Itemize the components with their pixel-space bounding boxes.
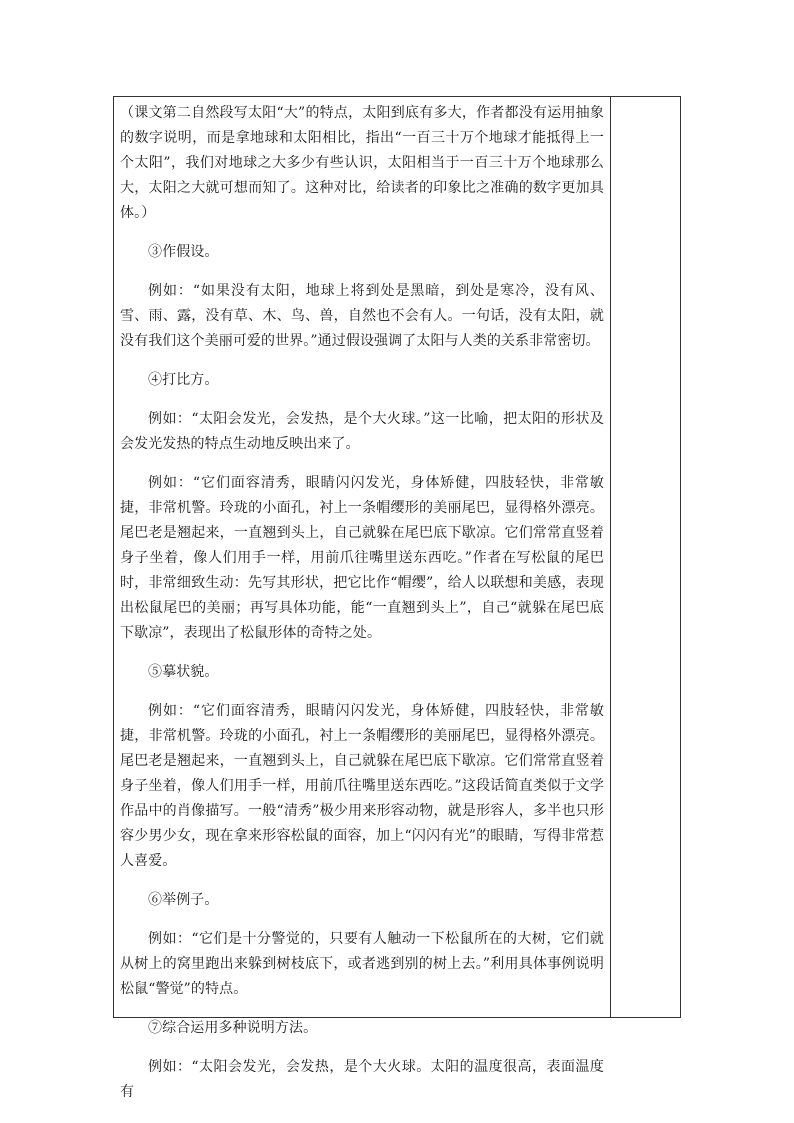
paragraph-assumption-example: 例如：“如果没有太阳，地球上将到处是黑暗，到处是寒冷，没有风、雪、雨、露，没有草、木、鸟、兽，自然也不会有人。一句话，没有太阳，就没有我们这个美丽可爱的世界。”通过假设强调了太阳与人类的关系非常密切。 [120,283,604,349]
document-table [113,96,681,1100]
section-heading-metaphor: ④打比方。 [148,372,219,388]
paragraph-combined-example: 例如：“太阳会发光，会发热，是个大火球。太阳的温度很高，表面温度有 [120,1059,604,1100]
paragraph-metaphor-example-1: 例如：“太阳会发光，会发热，是个大火球。”这一比喻，把太阳的形状及会发光发热的特点生动地反映出来了。 [120,411,604,452]
content-cell [114,97,611,1100]
notes-cell [611,97,680,1017]
section-heading-combined: ⑦综合运用多种说明方法。 [148,1020,318,1036]
section-heading-examples: ⑥举例子。 [148,892,219,908]
paragraph-description-example: 例如：“它们面容清秀，眼睛闪闪发光，身体矫健，四肢轻快，非常敏捷，非常机警。玲珑的小面孔，衬上一条帽缨形的美丽尾巴，显得格外漂亮。尾巴老是翘起来，一直翘到头上，自己就躲在尾巴底下歇凉。它们常常直竖着身子坐着，像人们用手一样，用前爪往嘴里送东西吃。”这段话简直类似于文学作品中的肖像描写。一般“清秀”极少用来形容动物，就是形容人，多半也只形容少男少女，现在拿来形容松鼠的面容，加上“闪闪有光”的眼睛，写得非常惹人喜爱。 [120,703,604,869]
section-heading-description: ⑤摹状貌。 [148,664,219,680]
paragraph-examples-example: 例如：“它们是十分警觉的，只要有人触动一下松鼠所在的大树，它们就从树上的窝里跑出来躲到树枝底下，或者逃到别的树上去。”利用具体事例说明松鼠“警觉”的特点。 [120,931,604,997]
section-heading-assumption: ③作假设。 [148,244,219,260]
paragraph-metaphor-example-2: 例如：“它们面容清秀，眼睛闪闪发光，身体矫健，四肢轻快，非常敏捷，非常机警。玲珑的小面孔，衬上一条帽缨形的美丽尾巴，显得格外漂亮。尾巴老是翘起来，一直翘到头上，自己就躲在尾巴底下歇凉。它们常常直竖着身子坐着，像人们用手一样，用前爪往嘴里送东西吃。”作者在写松鼠的尾巴时，非常细致生动：先写其形状，把它比作“帽缨”，给人以联想和美感，表现出松鼠尾巴的美丽；再写具体功能，能“一直翘到头上”，自己“就躲在尾巴底下歇凉”，表现出了松鼠形体的奇特之处。 [120,475,604,641]
paragraph-intro: （课文第二自然段写太阳“大”的特点，太阳到底有多大，作者都没有运用抽象的数字说明，而是拿地球和太阳相比，指出“一百三十万个地球才能抵得上一个太阳”，我们对地球之大多少有些认识，太阳相当于一百三十万个地球那么大，太阳之大就可想而知了。这种对比，给读者的印象比之准确的数字更加具体。） [120,105,604,221]
